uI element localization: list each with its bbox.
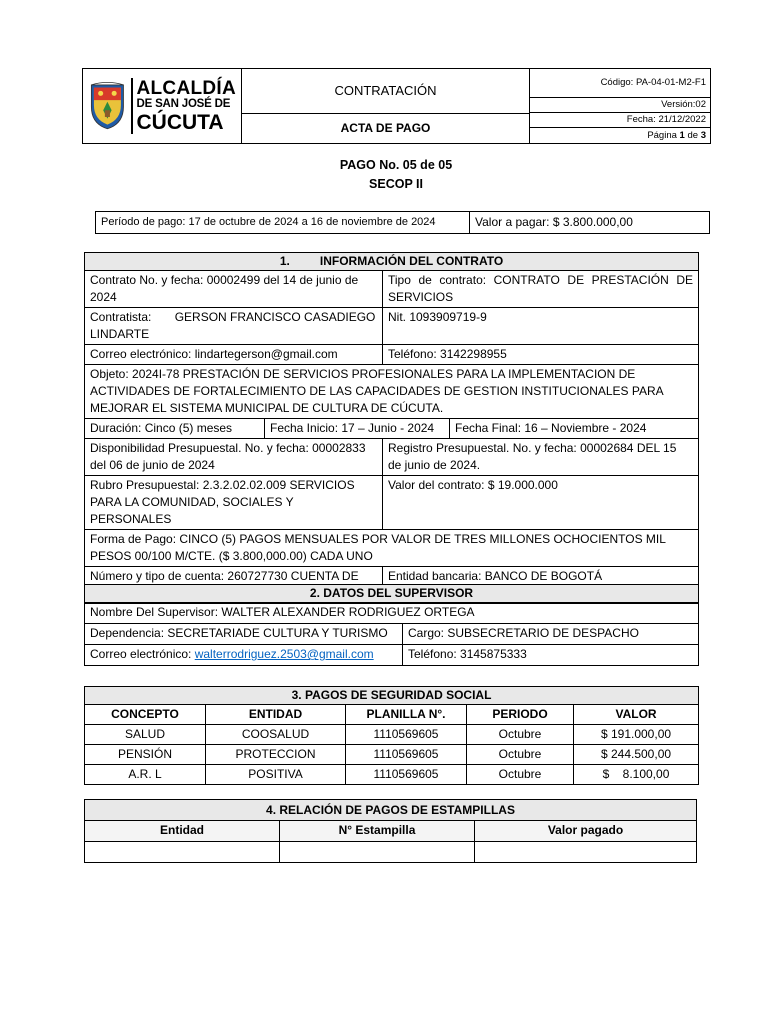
supervisor-table [84,584,699,666]
table-cell: PROTECCION [206,745,346,765]
column-header: Entidad [85,821,280,842]
column-header: Valor pagado [475,821,697,842]
table-cell: 1110569605 [346,725,467,745]
table-cell: Octubre [467,765,574,785]
contract-duration: Duración: Cinco (5) meses [85,419,265,439]
supervisor-position: Cargo: SUBSECRETARIO DE DESPACHO [403,624,699,645]
table-cell: POSITIVA [206,765,346,785]
table-row [85,765,699,785]
table-cell [475,842,697,863]
column-header: PERIODO [467,705,574,725]
payment-amount: Valor a pagar: $ 3.800.000,00 [470,212,710,234]
table-cell: A.R. L [85,765,206,785]
social-security-table [84,686,699,785]
contract-start-date: Fecha Inicio: 17 – Junio - 2024 [265,419,450,439]
payment-number: PAGO No. 05 de 05 [339,158,453,172]
bank-account: Número y tipo de cuenta: 260727730 CUENTA DE [85,567,383,604]
coat-of-arms-logo [88,77,127,135]
table-cell: PENSIÓN [85,745,206,765]
logo-cell [83,69,242,144]
logo-wordmark: ALCALDÍA DE SAN JOSÉ DE CÚCUTA [136,78,236,134]
contractor-phone: Teléfono: 3142298955 [383,345,699,365]
column-header: PLANILLA N°. [346,705,467,725]
contract-section-heading: 1. INFORMACIÓN DEL CONTRATO [85,253,699,271]
column-header: CONCEPTO [85,705,206,725]
document-header [82,68,711,144]
column-header: VALOR [574,705,699,725]
table-cell: Octubre [467,725,574,745]
payment-title [82,156,710,194]
supervisor-email: Correo electrónico: walterrodriguez.2503@gmail.com [85,645,403,666]
table-cell: 1110569605 [346,745,467,765]
contract-end-date: Fecha Final: 16 – Noviembre - 2024 [450,419,699,439]
contract-number: Contrato No. y fecha: 00002499 del 14 de junio de 2024 [85,271,383,308]
budget-registry: Registro Presupuestal. No. y fecha: 00002684 DEL 15 de junio de 2024. [383,439,699,476]
platform-label: SECOP II [369,177,423,191]
table-cell: SALUD [85,725,206,745]
column-header: ENTIDAD [206,705,346,725]
budget-item: Rubro Presupuestal: 2.3.2.02.02.009 SERVICIOS PARA LA COMUNIDAD, SOCIALES Y PERSONALES [85,476,383,530]
department-name: CONTRATACIÓN [242,69,530,114]
contract-info-table [84,252,699,604]
social-security-heading: 3. PAGOS DE SEGURIDAD SOCIAL [85,687,699,705]
table-row [85,842,697,863]
supervisor-name: Nombre Del Supervisor: WALTER ALEXANDER RODRIGUEZ ORTEGA [85,603,699,624]
table-row [85,725,699,745]
bank-name: Entidad bancaria: BANCO DE BOGOTÁ [383,567,699,604]
contract-object: Objeto: 2024I-78 PRESTACIÓN DE SERVICIOS PROFESIONALES PARA LA IMPLEMENTACION DE ACTIVIDADES DE FORTALECIMIENTO DE LAS CAPACIDADES DE GESTION INSTITUCIONALES PARA MEJORAR EL SISTEMA MUNICIPAL DE CULTURA DE CÚCUTA. [85,365,699,419]
stamps-heading: 4. RELACIÓN DE PAGOS DE ESTAMPILLAS [85,800,697,821]
payment-method: Forma de Pago: CINCO (5) PAGOS MENSUALES POR VALOR DE TRES MILLONES OCHOCIENTOS MIL PESOS 00/100 M/CTE. ($ 3.800,000.00) CADA UNO [85,530,699,567]
supervisor-phone: Teléfono: 3145875333 [403,645,699,666]
supervisor-section-heading: 2. DATOS DEL SUPERVISOR [85,585,699,603]
table-cell: $ 244.500,00 [574,745,699,765]
period-table [95,211,710,234]
supervisor-email-link[interactable]: walterrodriguez.2503@gmail.com [194,647,374,661]
doc-code: Código: PA-04-01-M2-F1 [530,69,710,97]
table-cell [85,842,280,863]
table-cell: $ 191.000,00 [574,725,699,745]
doc-version: Versión:02 [530,97,710,112]
table-cell: COOSALUD [206,725,346,745]
contractor-nit: Nit. 1093909719-9 [383,308,699,345]
contractor-email: Correo electrónico: lindartegerson@gmail.com [85,345,383,365]
supervisor-department: Dependencia: SECRETARIADE CULTURA Y TURISMO [85,624,403,645]
payment-period: Período de pago: 17 de octubre de 2024 a 16 de noviembre de 2024 [96,212,470,234]
table-row [85,745,699,765]
column-header: N° Estampilla [280,821,475,842]
document-title: ACTA DE PAGO [242,113,530,143]
contractor: Contratista: GERSON FRANCISCO CASADIEGO LINDARTE [85,308,383,345]
doc-date: Fecha: 21/12/2022 [530,113,710,128]
table-cell [280,842,475,863]
table-cell: 1110569605 [346,765,467,785]
contract-value: Valor del contrato: $ 19.000.000 [383,476,699,530]
table-cell: Octubre [467,745,574,765]
budget-availability: Disponibilidad Presupuestal. No. y fecha: 00002833 del 06 de junio de 2024 [85,439,383,476]
page-number: Página 1 de 3 [647,129,706,141]
contract-type: Tipo de contrato: CONTRATO DE PRESTACIÓN DE SERVICIOS [383,271,699,308]
stamps-table [84,799,697,863]
table-cell: $ 8.100,00 [574,765,699,785]
